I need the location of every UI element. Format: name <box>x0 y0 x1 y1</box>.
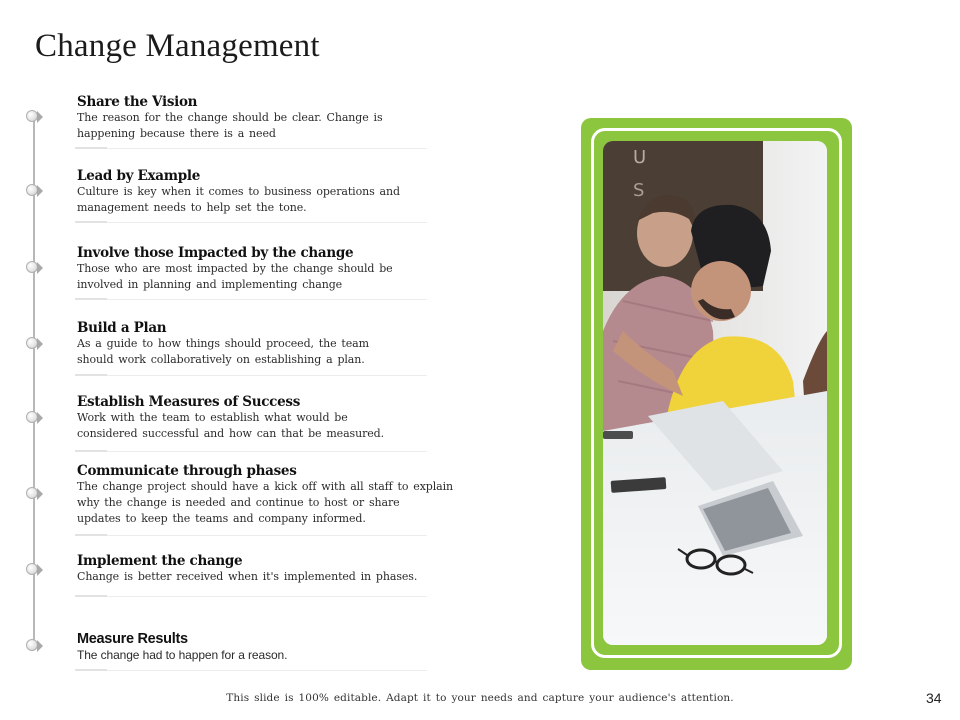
page-number: 34 <box>926 690 942 706</box>
timeline-node <box>26 261 44 275</box>
item-description-line: Culture is key when it comes to business operations and <box>77 185 400 198</box>
item-description-line: involved in planning and implementing change <box>77 278 343 291</box>
item-heading: Implement the change <box>77 553 243 569</box>
item-description-line: The reason for the change should be clear. Change is <box>77 111 383 124</box>
list-item-implement-change <box>77 553 477 585</box>
svg-text:U: U <box>633 147 647 168</box>
item-description-line: The change project should have a kick off with all staff to explain <box>77 480 454 493</box>
footer-note: This slide is 100% editable. Adapt it to your needs and capture your audience's attention. <box>226 692 734 704</box>
item-heading: Involve those Impacted by the change <box>77 245 354 261</box>
timeline-node <box>26 184 44 198</box>
item-description-line: should work collaboratively on establishing a plan. <box>77 353 365 366</box>
divider <box>75 375 427 376</box>
item-heading: Lead by Example <box>77 168 200 184</box>
timeline-node <box>26 487 44 501</box>
item-description-line: Work with the team to establish what would be <box>77 411 348 424</box>
item-description-line: happening because there is a need <box>77 127 276 140</box>
timeline-node <box>26 639 44 653</box>
item-heading: Share the Vision <box>77 94 198 110</box>
list-item-build-a-plan <box>77 320 477 368</box>
list-item-share-the-vision <box>77 94 477 142</box>
list-item-measure-results <box>77 631 477 663</box>
list-item-involve-impacted <box>77 245 477 293</box>
divider <box>75 535 427 536</box>
divider <box>75 222 427 223</box>
timeline-node <box>26 337 44 351</box>
item-heading: Measure Results <box>77 631 188 647</box>
divider <box>75 451 427 452</box>
item-heading: Build a Plan <box>77 320 167 336</box>
item-description-line: considered successful and how can that be measured. <box>77 427 384 440</box>
list-item-communicate-phases <box>77 463 477 527</box>
item-description-line: Change is better received when it's implemented in phases. <box>77 570 418 583</box>
divider <box>75 148 427 149</box>
item-heading: Establish Measures of Success <box>77 394 300 410</box>
list-item-lead-by-example <box>77 168 477 216</box>
timeline-node <box>26 411 44 425</box>
svg-text:S: S <box>633 180 645 201</box>
item-description-line: why the change is needed and continue to host or share <box>77 496 400 509</box>
item-description-line: As a guide to how things should proceed, the team <box>77 337 369 350</box>
divider <box>75 299 427 300</box>
item-description-line: Those who are most impacted by the change should be <box>77 262 393 275</box>
timeline-node <box>26 110 44 124</box>
timeline-node <box>26 563 44 577</box>
divider <box>75 596 427 597</box>
meeting-photo <box>603 141 827 645</box>
list-item-establish-measures <box>77 394 477 442</box>
slide-title: Change Management <box>35 28 320 64</box>
divider <box>75 670 427 671</box>
item-heading: Communicate through phases <box>77 463 297 479</box>
item-description-line: The change had to happen for a reason. <box>77 648 288 662</box>
item-description-line: updates to keep the teams and company informed. <box>77 512 366 525</box>
item-description-line: management needs to help set the tone. <box>77 201 307 214</box>
